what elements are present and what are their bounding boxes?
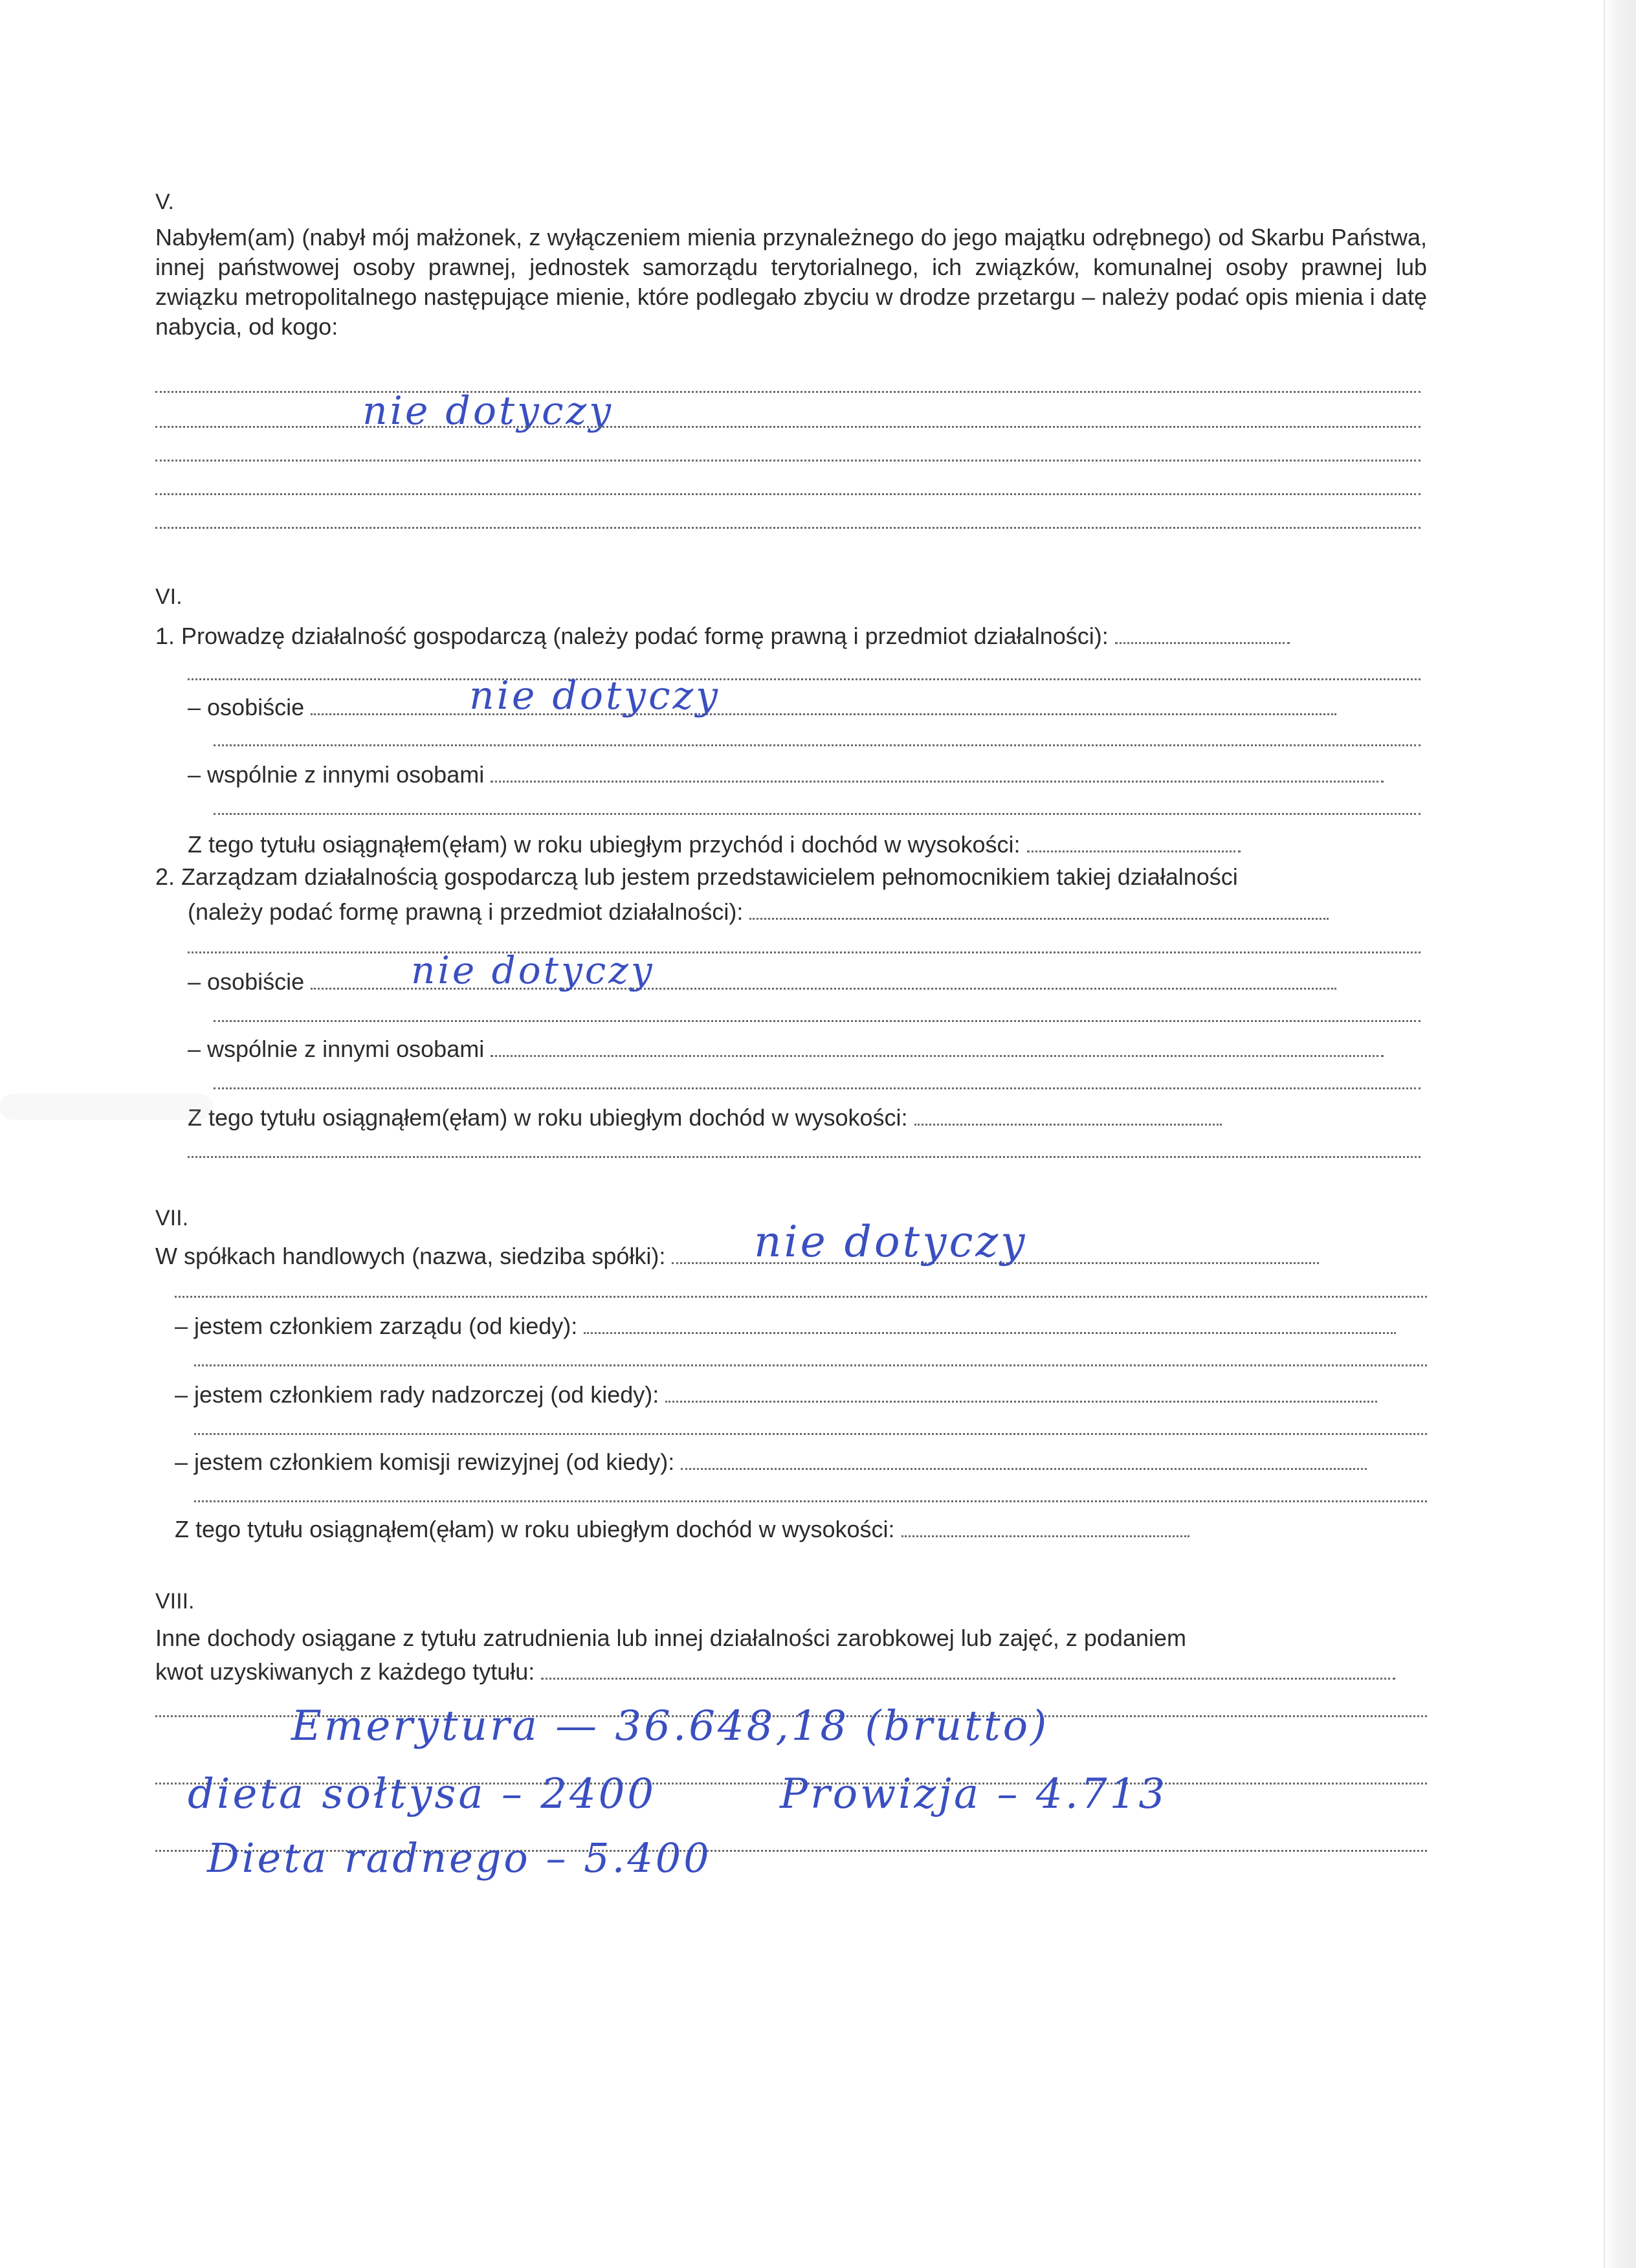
section-v-text: Nabyłem(am) (nabył mój małżonek, z wyłączeniem mienia przynależnego do jego majątku odrębnego) od Skarbu Państwa, innej państwowej osoby prawnej, jednostek samorządu terytorialnego, ich związków, komunalnej osoby prawnej lub związku metropolitalnego następujące mienie, które podlegało zbyciu w drodze przetargu – należy podać opis mienia i datę nabycia, od kogo: <box>155 224 1427 340</box>
dotted-line <box>188 1156 1420 1158</box>
dotted-line <box>188 951 1420 953</box>
vi-osobiscie-2-label: – osobiście <box>188 968 305 995</box>
section-v-heading: V. <box>155 190 175 214</box>
vi-item-2-line2 <box>188 897 1329 927</box>
section-vi-heading: VI. <box>155 584 182 609</box>
vi-osobiscie-1-label: – osobiście <box>188 694 305 720</box>
vii-zarzad-label: – jestem członkiem zarządu (od kiedy): <box>175 1313 578 1339</box>
vii-income <box>175 1515 1189 1544</box>
vi-item-2-line1: 2. Zarządzam działalnością gospodarczą lub jestem przedstawicielem pełnomocnikiem takiej działalności <box>155 863 1238 890</box>
dotted-line <box>155 460 1420 461</box>
vi-wspolnie-1-label: – wspólnie z innymi osobami <box>188 761 485 788</box>
vi-item-1-label: 1. Prowadzę działalność gospodarczą (należy podać formę prawną i przedmiot działalności): <box>155 623 1109 649</box>
viii-text-line2 <box>155 1657 1395 1687</box>
handwritten-income-2a: dieta sołtysa – 2400 <box>188 1770 657 1818</box>
vii-rada-label: – jestem członkiem rady nadzorczej (od kiedy): <box>175 1381 659 1408</box>
dotted-line <box>214 1020 1420 1022</box>
handwritten-income-3: Dieta radnego – 5.400 <box>207 1834 712 1882</box>
vi-income-1-label: Z tego tytułu osiągnąłem(ęłam) w roku ubiegłym przychód i dochód w wysokości: <box>188 831 1021 858</box>
dotted-line <box>194 1500 1427 1502</box>
section-v <box>155 188 1427 342</box>
vi-item-2-line2-label: (należy podać formę prawną i przedmiot działalności): <box>188 898 744 925</box>
vi-income-2 <box>188 1103 1222 1133</box>
vi-income-2-label: Z tego tytułu osiągnąłem(ęłam) w roku ubiegłym dochód w wysokości: <box>188 1104 908 1131</box>
section-viii-heading: VIII. <box>155 1589 195 1614</box>
dotted-line <box>155 493 1420 495</box>
vii-income-label: Z tego tytułu osiągnąłem(ęłam) w roku ubiegłym dochód w wysokości: <box>175 1516 895 1542</box>
scan-artifact <box>0 1094 214 1120</box>
vi-wspolnie-1 <box>188 760 1384 790</box>
handwritten-answer: nie dotyczy <box>411 948 655 992</box>
dotted-line <box>214 813 1420 815</box>
vii-komisja <box>175 1447 1367 1477</box>
dotted-line <box>155 391 1420 393</box>
vi-income-1 <box>188 830 1241 860</box>
handwritten-answer: nie dotyczy <box>362 388 614 434</box>
dotted-line <box>188 678 1420 680</box>
handwritten-answer: nie dotyczy <box>754 1217 1028 1267</box>
dotted-line <box>214 744 1420 746</box>
section-vi <box>155 583 1427 611</box>
vi-osobiscie-1 <box>188 693 1336 722</box>
section-viii <box>155 1587 1427 1616</box>
dotted-line <box>155 527 1420 529</box>
section-vii-heading: VII. <box>155 1206 189 1230</box>
vi-wspolnie-2-label: – wspólnie z innymi osobami <box>188 1036 485 1062</box>
handwritten-income-1: Emerytura — 36.648,18 (brutto) <box>291 1702 1050 1750</box>
dotted-line <box>155 426 1420 428</box>
viii-text-line1: Inne dochody osiągane z tytułu zatrudnienia lub innej działalności zarobkowej lub zajęć, z podaniem <box>155 1625 1186 1651</box>
vi-item-1 <box>155 621 1290 651</box>
vi-wspolnie-2 <box>188 1034 1384 1064</box>
vii-companies-label: W spółkach handlowych (nazwa, siedziba spółki): <box>155 1243 666 1269</box>
dotted-line <box>214 1087 1420 1089</box>
vii-komisja-label: – jestem członkiem komisji rewizyjnej (od kiedy): <box>175 1449 675 1475</box>
handwritten-income-2b: Prowizja – 4.713 <box>780 1770 1168 1818</box>
viii-text-line2-label: kwot uzyskiwanych z każdego tytułu: <box>155 1658 535 1685</box>
dotted-line <box>194 1364 1427 1366</box>
vi-osobiscie-2 <box>188 967 1336 997</box>
dotted-line <box>175 1296 1427 1298</box>
vii-zarzad <box>175 1311 1396 1341</box>
vii-rada <box>175 1380 1377 1410</box>
handwritten-answer: nie dotyczy <box>469 673 721 718</box>
vii-companies <box>155 1241 1319 1271</box>
dotted-line <box>194 1433 1427 1435</box>
page-edge-shadow <box>1604 0 1636 2268</box>
